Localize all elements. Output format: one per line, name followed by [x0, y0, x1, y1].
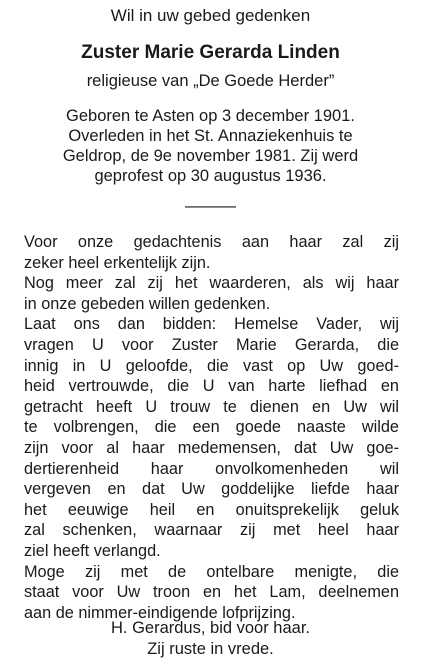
intro-line: Wil in uw gebed gedenken [110, 6, 311, 25]
closing-line: H. Gerardus, bid voor haar. [110, 619, 310, 637]
prayer-line: in onze gebeden willen gedenken. [24, 294, 271, 313]
bio-line: Geldrop, de 9e november 1981. Zij werd [62, 147, 359, 165]
prayer-line: vragen U voor Zuster Marie Gerarda, die [24, 335, 399, 354]
prayer-line: het eeuwige heil en onuitsprekelijk geluk [24, 500, 399, 519]
prayer-line: zijn voor al haar medemensen, dat Uw goe- [24, 438, 399, 457]
bio-line: Overleden in het St. Annaziekenhuis te [68, 127, 353, 145]
divider: ——— [185, 196, 236, 215]
deceased-name: Zuster Marie Gerarda Linden [81, 42, 340, 63]
bio-line: Geboren te Asten op 3 december 1901. [66, 107, 355, 125]
prayer-line: innig in U geloofde, die vast op Uw goed- [24, 356, 399, 375]
prayer-line: ziel heeft verlangd. [24, 541, 161, 560]
prayer-line: te volbrengen, die een goede naaste wilde [24, 418, 399, 437]
prayer-line: Voor onze gedachtenis aan haar zal zij [24, 233, 399, 251]
bio-line: geprofest op 30 augustus 1936. [94, 167, 327, 185]
congregation-line: religieuse van „De Goede Herder” [86, 72, 335, 90]
prayer-line: Laat ons dan bidden: Hemelse Vader, wij [24, 315, 399, 334]
prayer-line: dertierenheid haar onvolkomenheden wil [24, 459, 399, 478]
prayer-line: getracht heeft U trouw te dienen en Uw wil [24, 397, 399, 416]
prayer-line: vergeven en dat Uw goddelijke liefde haar [24, 480, 399, 499]
prayer-line: heid vertrouwde, die U van harte liefhad en [24, 377, 399, 396]
closing [0, 618, 421, 660]
prayer-line: zal schenken, waarnaar zij met heel haar [24, 521, 399, 540]
biography [30, 106, 391, 186]
prayer-line: zeker heel erkentelijk zijn. [24, 253, 211, 272]
prayer-line: Nog meer zal zij het waarderen, als wij haar [24, 274, 399, 293]
prayer-line: staat voor Uw troon en het Lam, deelnemen [24, 583, 399, 602]
closing-line: Zij ruste in vrede. [147, 640, 274, 658]
prayer-line: aan de nimmer-eindigende lofprijzing. [24, 603, 296, 622]
prayer-line: Moge zij met de ontelbare menigte, die [24, 562, 399, 581]
prayer-text [24, 232, 399, 623]
